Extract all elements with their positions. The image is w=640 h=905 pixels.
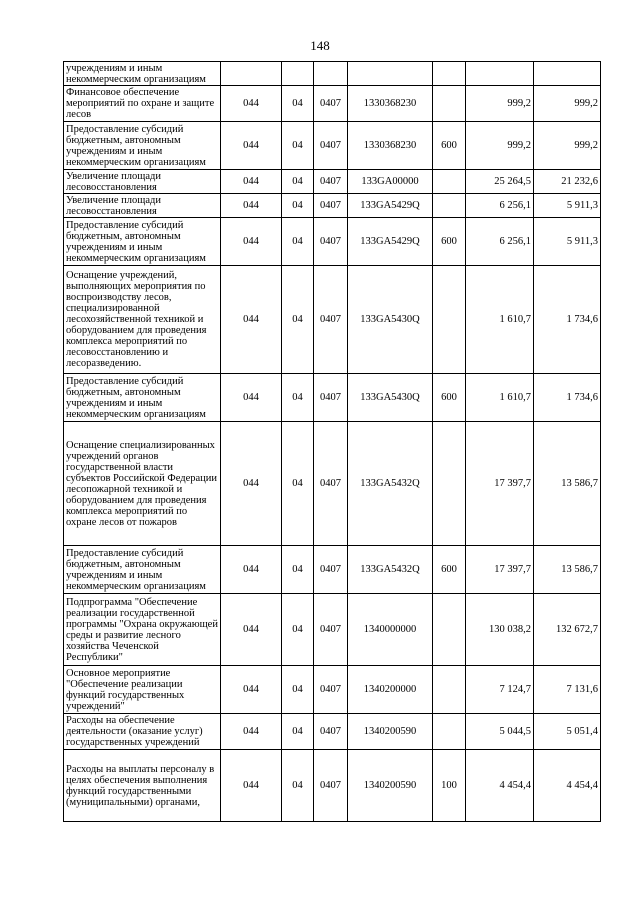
row-name-cell: Финансовое обеспечение мероприятий по охране и защите лесов bbox=[64, 86, 221, 122]
ministry-code-cell: 044 bbox=[221, 714, 282, 750]
subsection-code-cell: 0407 bbox=[314, 594, 348, 666]
amount-cell: 5 044,5 bbox=[466, 714, 534, 750]
amount-cell: 5 051,4 bbox=[534, 714, 601, 750]
row-name-cell: Увеличение площади лесовосстановления bbox=[64, 194, 221, 218]
ministry-code-cell bbox=[221, 62, 282, 86]
section-code-cell: 04 bbox=[282, 750, 314, 822]
row-name-cell: Предоставление субсидий бюджетным, автономным учреждениям и иным некоммерческим организациям bbox=[64, 122, 221, 170]
expense-type-cell bbox=[433, 194, 466, 218]
amount-cell: 1 734,6 bbox=[534, 374, 601, 422]
subsection-code-cell: 0407 bbox=[314, 218, 348, 266]
subsection-code-cell: 0407 bbox=[314, 422, 348, 546]
expense-type-cell bbox=[433, 666, 466, 714]
row-name-cell: Основное мероприятие "Обеспечение реализации функций государственных учреждений" bbox=[64, 666, 221, 714]
section-code-cell bbox=[282, 62, 314, 86]
ministry-code-cell: 044 bbox=[221, 422, 282, 546]
amount-cell: 132 672,7 bbox=[534, 594, 601, 666]
amount-cell: 130 038,2 bbox=[466, 594, 534, 666]
row-name-cell: учреждениям и иным некоммерческим организациям bbox=[64, 62, 221, 86]
table-row bbox=[64, 170, 601, 194]
subsection-code-cell: 0407 bbox=[314, 374, 348, 422]
row-name-cell: Предоставление субсидий бюджетным, автономным учреждениям и иным некоммерческим организациям bbox=[64, 374, 221, 422]
ministry-code-cell: 044 bbox=[221, 666, 282, 714]
subsection-code-cell: 0407 bbox=[314, 194, 348, 218]
amount-cell: 7 124,7 bbox=[466, 666, 534, 714]
subsection-code-cell: 0407 bbox=[314, 86, 348, 122]
ministry-code-cell: 044 bbox=[221, 750, 282, 822]
subsection-code-cell: 0407 bbox=[314, 170, 348, 194]
table-row bbox=[64, 218, 601, 266]
amount-cell: 5 911,3 bbox=[534, 218, 601, 266]
amount-cell: 4 454,4 bbox=[466, 750, 534, 822]
section-code-cell: 04 bbox=[282, 266, 314, 374]
amount-cell: 21 232,6 bbox=[534, 170, 601, 194]
ministry-code-cell: 044 bbox=[221, 594, 282, 666]
amount-cell: 25 264,5 bbox=[466, 170, 534, 194]
table-body bbox=[64, 62, 601, 822]
table-row bbox=[64, 62, 601, 86]
section-code-cell: 04 bbox=[282, 86, 314, 122]
subsection-code-cell bbox=[314, 62, 348, 86]
amount-cell: 999,2 bbox=[534, 122, 601, 170]
target-article-cell: 133GA5429Q bbox=[348, 194, 433, 218]
row-name-cell: Оснащение учреждений, выполняющих мероприятия по воспроизводству лесов, специализированной лесохозяйственной техникой и оборудованием для проведения комплекса мероприятий по лесовосстановлению и лесоразведению. bbox=[64, 266, 221, 374]
amount-cell: 1 734,6 bbox=[534, 266, 601, 374]
section-code-cell: 04 bbox=[282, 122, 314, 170]
table-row bbox=[64, 194, 601, 218]
section-code-cell: 04 bbox=[282, 170, 314, 194]
amount-cell: 999,2 bbox=[466, 122, 534, 170]
amount-cell: 7 131,6 bbox=[534, 666, 601, 714]
ministry-code-cell: 044 bbox=[221, 218, 282, 266]
section-code-cell: 04 bbox=[282, 374, 314, 422]
subsection-code-cell: 0407 bbox=[314, 122, 348, 170]
section-code-cell: 04 bbox=[282, 194, 314, 218]
table-row bbox=[64, 714, 601, 750]
expense-type-cell: 600 bbox=[433, 218, 466, 266]
amount-cell bbox=[466, 62, 534, 86]
table-row bbox=[64, 666, 601, 714]
ministry-code-cell: 044 bbox=[221, 266, 282, 374]
amount-cell: 13 586,7 bbox=[534, 422, 601, 546]
amount-cell bbox=[534, 62, 601, 86]
expense-type-cell bbox=[433, 86, 466, 122]
row-name-cell: Оснащение специализированных учреждений органов государственной власти субъектов Российской Федерации лесопожарной техникой и оборудованием для проведения комплекса мероприятий по охране лесов от пожаров bbox=[64, 422, 221, 546]
amount-cell: 6 256,1 bbox=[466, 218, 534, 266]
table-row bbox=[64, 86, 601, 122]
expense-type-cell bbox=[433, 266, 466, 374]
amount-cell: 1 610,7 bbox=[466, 374, 534, 422]
target-article-cell: 1340200590 bbox=[348, 714, 433, 750]
amount-cell: 17 397,7 bbox=[466, 546, 534, 594]
ministry-code-cell: 044 bbox=[221, 170, 282, 194]
amount-cell: 17 397,7 bbox=[466, 422, 534, 546]
table-row bbox=[64, 422, 601, 546]
table-row bbox=[64, 750, 601, 822]
amount-cell: 6 256,1 bbox=[466, 194, 534, 218]
row-name-cell: Увеличение площади лесовосстановления bbox=[64, 170, 221, 194]
subsection-code-cell: 0407 bbox=[314, 546, 348, 594]
expense-type-cell bbox=[433, 422, 466, 546]
ministry-code-cell: 044 bbox=[221, 374, 282, 422]
section-code-cell: 04 bbox=[282, 422, 314, 546]
section-code-cell: 04 bbox=[282, 218, 314, 266]
target-article-cell: 133GA5432Q bbox=[348, 422, 433, 546]
amount-cell: 13 586,7 bbox=[534, 546, 601, 594]
amount-cell: 1 610,7 bbox=[466, 266, 534, 374]
expense-type-cell bbox=[433, 170, 466, 194]
expense-type-cell bbox=[433, 714, 466, 750]
target-article-cell: 1330368230 bbox=[348, 86, 433, 122]
subsection-code-cell: 0407 bbox=[314, 750, 348, 822]
subsection-code-cell: 0407 bbox=[314, 714, 348, 750]
budget-table bbox=[63, 61, 601, 822]
section-code-cell: 04 bbox=[282, 666, 314, 714]
expense-type-cell: 600 bbox=[433, 546, 466, 594]
amount-cell: 4 454,4 bbox=[534, 750, 601, 822]
section-code-cell: 04 bbox=[282, 546, 314, 594]
table-row bbox=[64, 546, 601, 594]
amount-cell: 999,2 bbox=[466, 86, 534, 122]
target-article-cell: 133GA5432Q bbox=[348, 546, 433, 594]
ministry-code-cell: 044 bbox=[221, 122, 282, 170]
target-article-cell: 1340200000 bbox=[348, 666, 433, 714]
table-row bbox=[64, 594, 601, 666]
subsection-code-cell: 0407 bbox=[314, 666, 348, 714]
amount-cell: 999,2 bbox=[534, 86, 601, 122]
table-row bbox=[64, 266, 601, 374]
row-name-cell: Расходы на выплаты персоналу в целях обеспечения выполнения функций государственными (муниципальными) органами, bbox=[64, 750, 221, 822]
target-article-cell bbox=[348, 62, 433, 86]
target-article-cell: 133GA00000 bbox=[348, 170, 433, 194]
ministry-code-cell: 044 bbox=[221, 194, 282, 218]
amount-cell: 5 911,3 bbox=[534, 194, 601, 218]
row-name-cell: Расходы на обеспечение деятельности (оказание услуг) государственных учреждений bbox=[64, 714, 221, 750]
ministry-code-cell: 044 bbox=[221, 86, 282, 122]
row-name-cell: Подпрограмма "Обеспечение реализации государственной программы "Охрана окружающей среды и развитие лесного хозяйства Чеченской Республики" bbox=[64, 594, 221, 666]
section-code-cell: 04 bbox=[282, 594, 314, 666]
target-article-cell: 1340000000 bbox=[348, 594, 433, 666]
target-article-cell: 1330368230 bbox=[348, 122, 433, 170]
ministry-code-cell: 044 bbox=[221, 546, 282, 594]
expense-type-cell bbox=[433, 594, 466, 666]
table-row bbox=[64, 374, 601, 422]
target-article-cell: 133GA5430Q bbox=[348, 266, 433, 374]
target-article-cell: 133GA5429Q bbox=[348, 218, 433, 266]
row-name-cell: Предоставление субсидий бюджетным, автономным учреждениям и иным некоммерческим организациям bbox=[64, 218, 221, 266]
expense-type-cell: 600 bbox=[433, 374, 466, 422]
row-name-cell: Предоставление субсидий бюджетным, автономным учреждениям и иным некоммерческим организациям bbox=[64, 546, 221, 594]
expense-type-cell: 600 bbox=[433, 122, 466, 170]
expense-type-cell: 100 bbox=[433, 750, 466, 822]
target-article-cell: 133GA5430Q bbox=[348, 374, 433, 422]
table-row bbox=[64, 122, 601, 170]
subsection-code-cell: 0407 bbox=[314, 266, 348, 374]
page-number: 148 bbox=[310, 38, 330, 53]
target-article-cell: 1340200590 bbox=[348, 750, 433, 822]
section-code-cell: 04 bbox=[282, 714, 314, 750]
expense-type-cell bbox=[433, 62, 466, 86]
